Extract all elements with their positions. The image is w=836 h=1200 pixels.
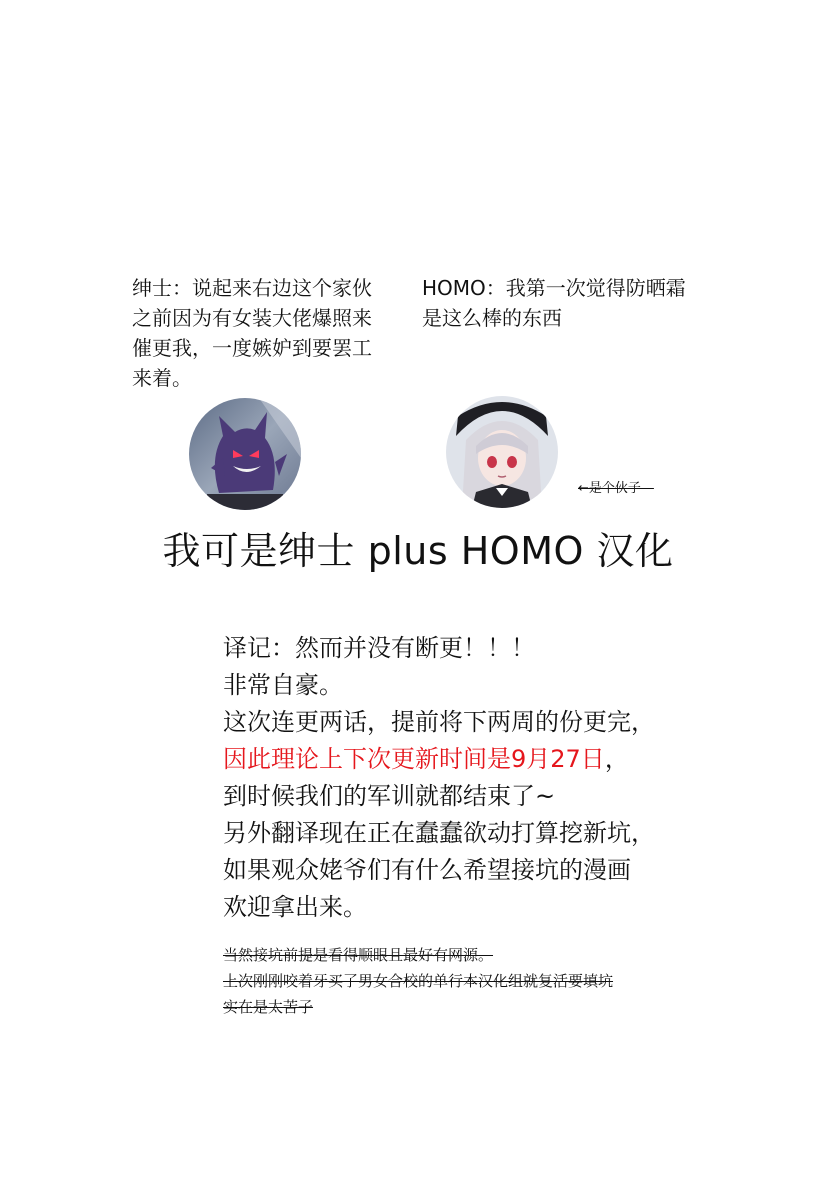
note-line: 另外翻译现在正在蠢蠢欲动打算挖新坑， xyxy=(223,819,655,847)
group-title: 我可是绅士 plus HOMO 汉化 xyxy=(162,529,674,573)
small-note-line: 当然接坑前提是看得顺眼且最好有网源。 xyxy=(223,946,494,964)
small-note-line: 上次刚刚咬着牙买了男女合校的单行本汉化组就复活要填坑 xyxy=(223,972,614,990)
caption-left: 绅士：说起来右边这个家伙 之前因为有女装大佬爆照来 催更我，一度嫉妒到要罢工 来着。 xyxy=(132,276,372,390)
next-update-date: 因此理论上下次更新时间是9月27日 xyxy=(223,745,605,773)
gengar-avatar xyxy=(189,398,301,510)
note-line: 欢迎拿出来。 xyxy=(223,893,367,921)
small-notes xyxy=(223,942,743,1020)
note-comma: ， xyxy=(604,745,629,773)
caption-right: HOMO：我第一次觉得防晒霜 是这么棒的东西 xyxy=(422,276,686,330)
annotation-note: ←是个伙子— xyxy=(578,481,654,496)
note-line: 译记：然而并没有断更！！！ xyxy=(223,634,535,662)
small-note-line: 实在是太苦子 xyxy=(223,998,314,1016)
translator-notes xyxy=(223,630,743,926)
note-line: 这次连更两话，提前将下两周的份更完， xyxy=(223,708,655,736)
note-line: 到时候我们的军训就都结束了~ xyxy=(223,782,556,810)
note-line: 如果观众姥爷们有什么希望接坑的漫画 xyxy=(223,856,631,884)
note-line: 非常自豪。 xyxy=(223,671,343,699)
note-line-highlight-row xyxy=(223,741,743,778)
anime-girl-avatar xyxy=(446,396,558,508)
